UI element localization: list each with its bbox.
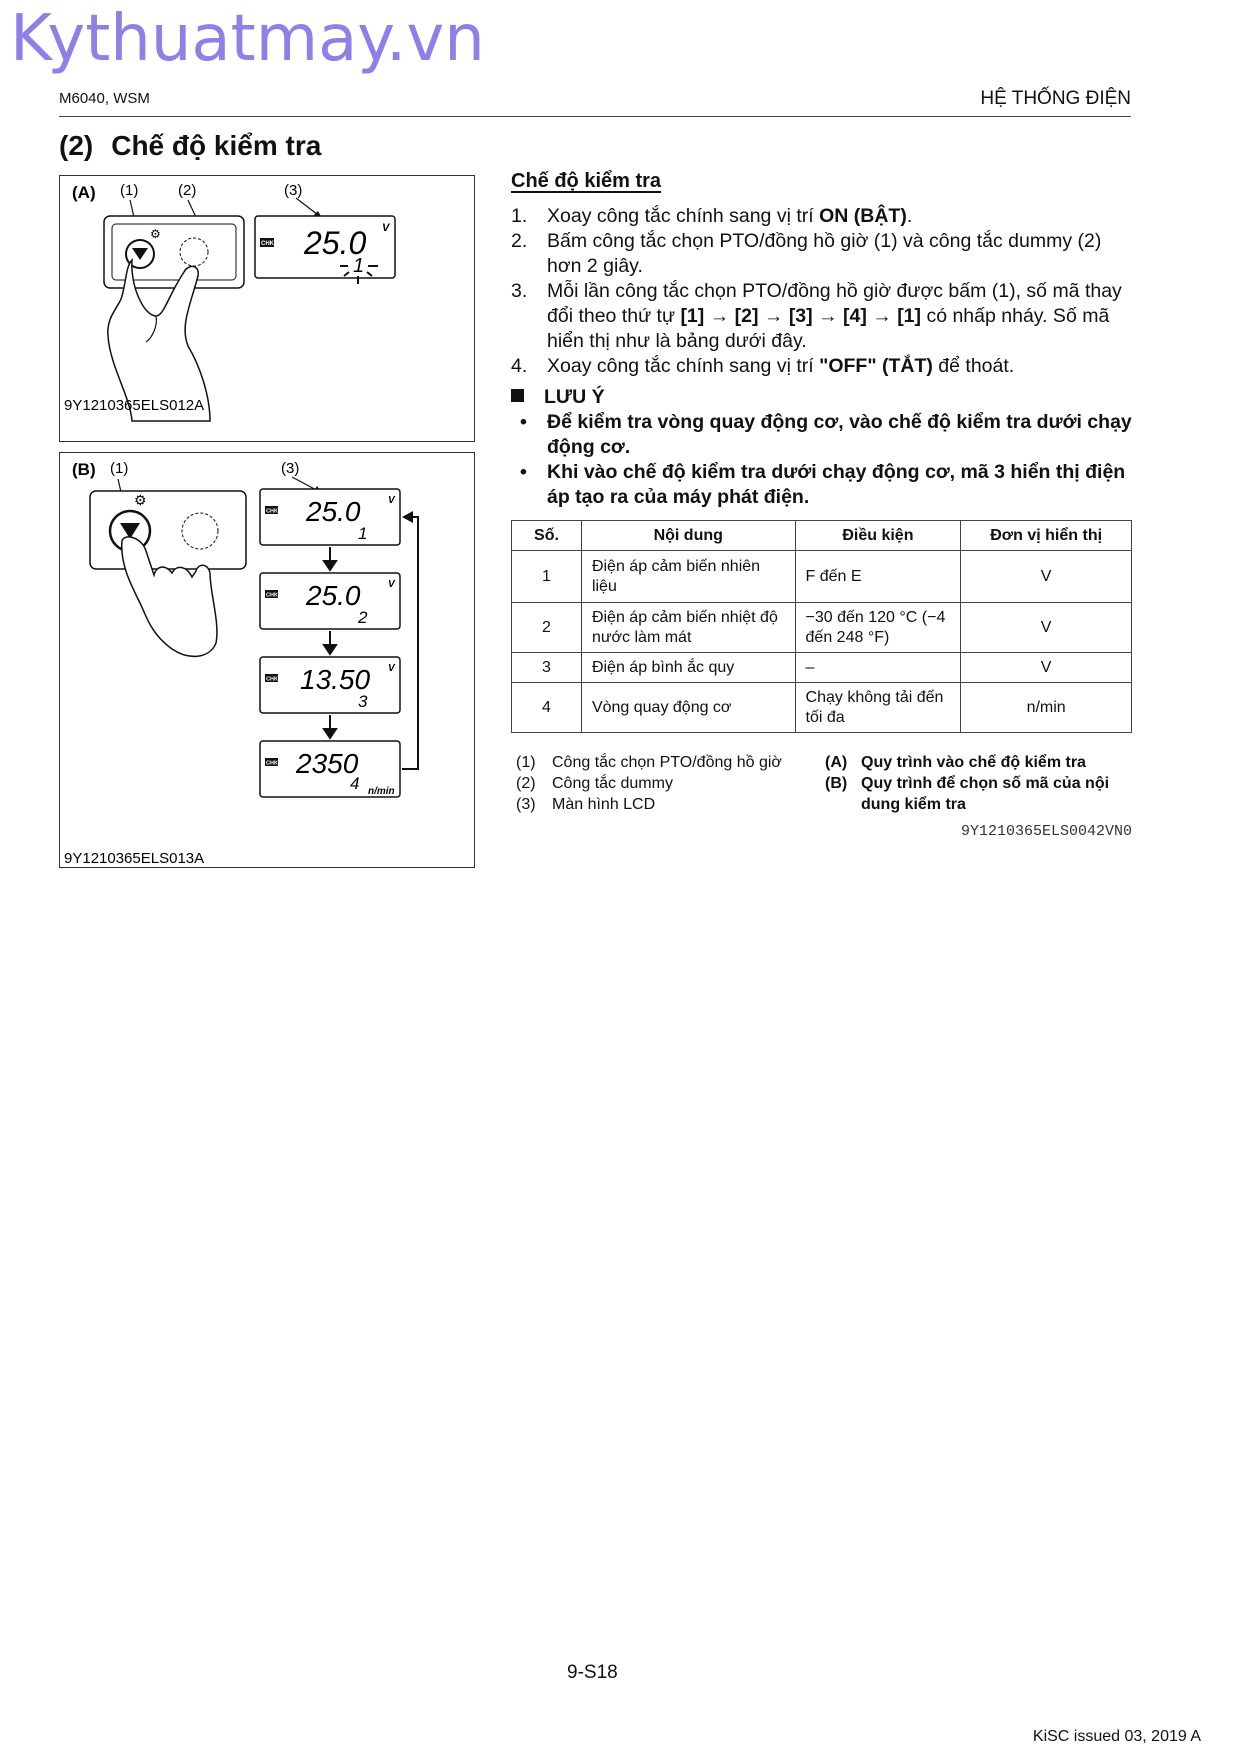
- lcd-chk-label: CHK: [266, 592, 278, 599]
- col-header: Đơn vị hiển thị: [961, 521, 1132, 551]
- watermark: Kythuatmay.vn: [10, 2, 485, 76]
- lcd-value: 25.0: [306, 496, 361, 527]
- lcd-chk-label: CHK: [266, 508, 278, 515]
- figure-a-code: 9Y1210365ELS012A: [64, 397, 205, 414]
- figure-b-callout-1: (1): [110, 460, 129, 477]
- legend-item: (A) Quy trình vào chế độ kiểm tra: [825, 754, 1086, 771]
- note-item: • Khi vào chế độ kiểm tra dưới chạy động cơ, mã 3 hiển thị điện áp tạo ra của máy phát điện.: [520, 461, 1126, 508]
- lcd-value: 25.0: [306, 580, 361, 611]
- lcd-unit: V: [388, 579, 395, 590]
- switch-panel: [104, 216, 244, 288]
- section-title-text: Chế độ kiểm tra: [111, 130, 322, 161]
- table-row: 1 Điện áp cảm biến nhiên liệu F đến E V: [512, 551, 1132, 603]
- lcd-chk-label: CHK: [266, 676, 278, 683]
- arrow-head: [402, 511, 413, 523]
- header-divider: [59, 116, 1131, 117]
- table-row: 4 Vòng quay động cơ Chạy không tải đến tối đa n/min: [512, 683, 1132, 733]
- document-code: 9Y1210365ELS0042VN0: [960, 823, 1132, 840]
- header-chapter: HỆ THỐNG ĐIỆN: [980, 88, 1131, 109]
- pto-icon: ⚙: [150, 227, 161, 241]
- procedure-steps: [511, 204, 1133, 379]
- figure-a: [59, 175, 475, 442]
- lcd-chk-label: CHK: [261, 241, 274, 247]
- lcd-code: 1: [358, 524, 368, 543]
- figure-a-callout-2: (2): [178, 182, 197, 199]
- step-1: 1. Xoay công tắc chính sang vị trí ON (BẬT).: [511, 205, 913, 227]
- lcd-code: 3: [358, 692, 368, 711]
- lcd-value: 25.0: [304, 225, 367, 261]
- figure-b-callout-3: (3): [281, 460, 300, 477]
- lcd-value: 13.50: [300, 664, 371, 695]
- issue-info: KiSC issued 03, 2019 A: [1032, 1728, 1201, 1745]
- pto-icon: ⚙: [134, 492, 147, 508]
- step-2: 2. Bấm công tắc chọn PTO/đồng hồ giờ (1) và công tắc dummy (2) hơn 2 giây.: [511, 230, 1102, 277]
- figure-a-callout-3: (3): [284, 182, 303, 199]
- figure-a-callout-1: (1): [120, 182, 139, 199]
- legend-item: (2) Công tắc dummy: [516, 775, 673, 792]
- note-item: • Để kiểm tra vòng quay động cơ, vào chế độ kiểm tra dưới chạy động cơ.: [520, 411, 1132, 458]
- square-bullet-icon: [511, 389, 524, 402]
- step-4: 4. Xoay công tắc chính sang vị trí "OFF" (TẮT) để thoát.: [511, 355, 1015, 377]
- check-code-table: [511, 520, 1132, 733]
- procedure-title: Chế độ kiểm tra: [511, 170, 662, 192]
- legend-item: (3) Màn hình LCD: [516, 796, 656, 813]
- note-list: [520, 410, 1132, 510]
- col-header: Số.: [512, 521, 582, 551]
- lcd-code: 4: [350, 774, 360, 793]
- section-number: (2): [59, 130, 94, 161]
- legend-item: (B) Quy trình để chọn số mã của nội dung kiểm tra: [825, 775, 1110, 813]
- legend-figures: [825, 752, 1135, 815]
- loop-back-arrow: [402, 517, 418, 769]
- figure-b-label: (B): [72, 460, 96, 479]
- col-header: Nội dung: [581, 521, 795, 551]
- legend-item: (1) Công tắc chọn PTO/đồng hồ giờ: [516, 754, 782, 771]
- table-header-row: [512, 521, 1132, 551]
- figure-b-code: 9Y1210365ELS013A: [64, 850, 205, 867]
- section-title: [59, 130, 321, 162]
- table-row: 2 Điện áp cảm biến nhiệt độ nước làm mát −30 đến 120 °C (−4 đến 248 °F) V: [512, 603, 1132, 653]
- table-row: 3 Điện áp bình ắc quy – V: [512, 653, 1132, 683]
- lcd-code: 1: [353, 255, 365, 277]
- header-model: M6040, WSM: [59, 90, 150, 107]
- lcd-unit: V: [382, 222, 390, 234]
- page-number: 9-S18: [567, 1662, 618, 1683]
- lcd-unit: V: [388, 495, 395, 506]
- col-header: Điều kiện: [795, 521, 961, 551]
- figure-a-label: (A): [72, 183, 96, 202]
- note-heading: LƯU Ý: [511, 386, 605, 409]
- lcd-value: 2350: [296, 748, 359, 779]
- lcd-unit: n/min: [368, 786, 395, 797]
- lcd-unit: V: [388, 663, 395, 674]
- step-3: 3. Mỗi lần công tắc chọn PTO/đồng hồ giờ được bấm (1), số mã thay đổi theo thứ tự [1] → [2] → [3] → [4] → [1] có nhấp nháy. Số mã hiển thị như là bảng dưới đây.: [511, 280, 1122, 352]
- figure-a-drawing: [60, 176, 474, 441]
- figure-b-drawing: [60, 453, 474, 867]
- lcd-code: 2: [358, 608, 368, 627]
- lcd-chk-label: CHK: [266, 760, 278, 767]
- figure-b: [59, 452, 475, 868]
- legend-callouts: [516, 752, 782, 815]
